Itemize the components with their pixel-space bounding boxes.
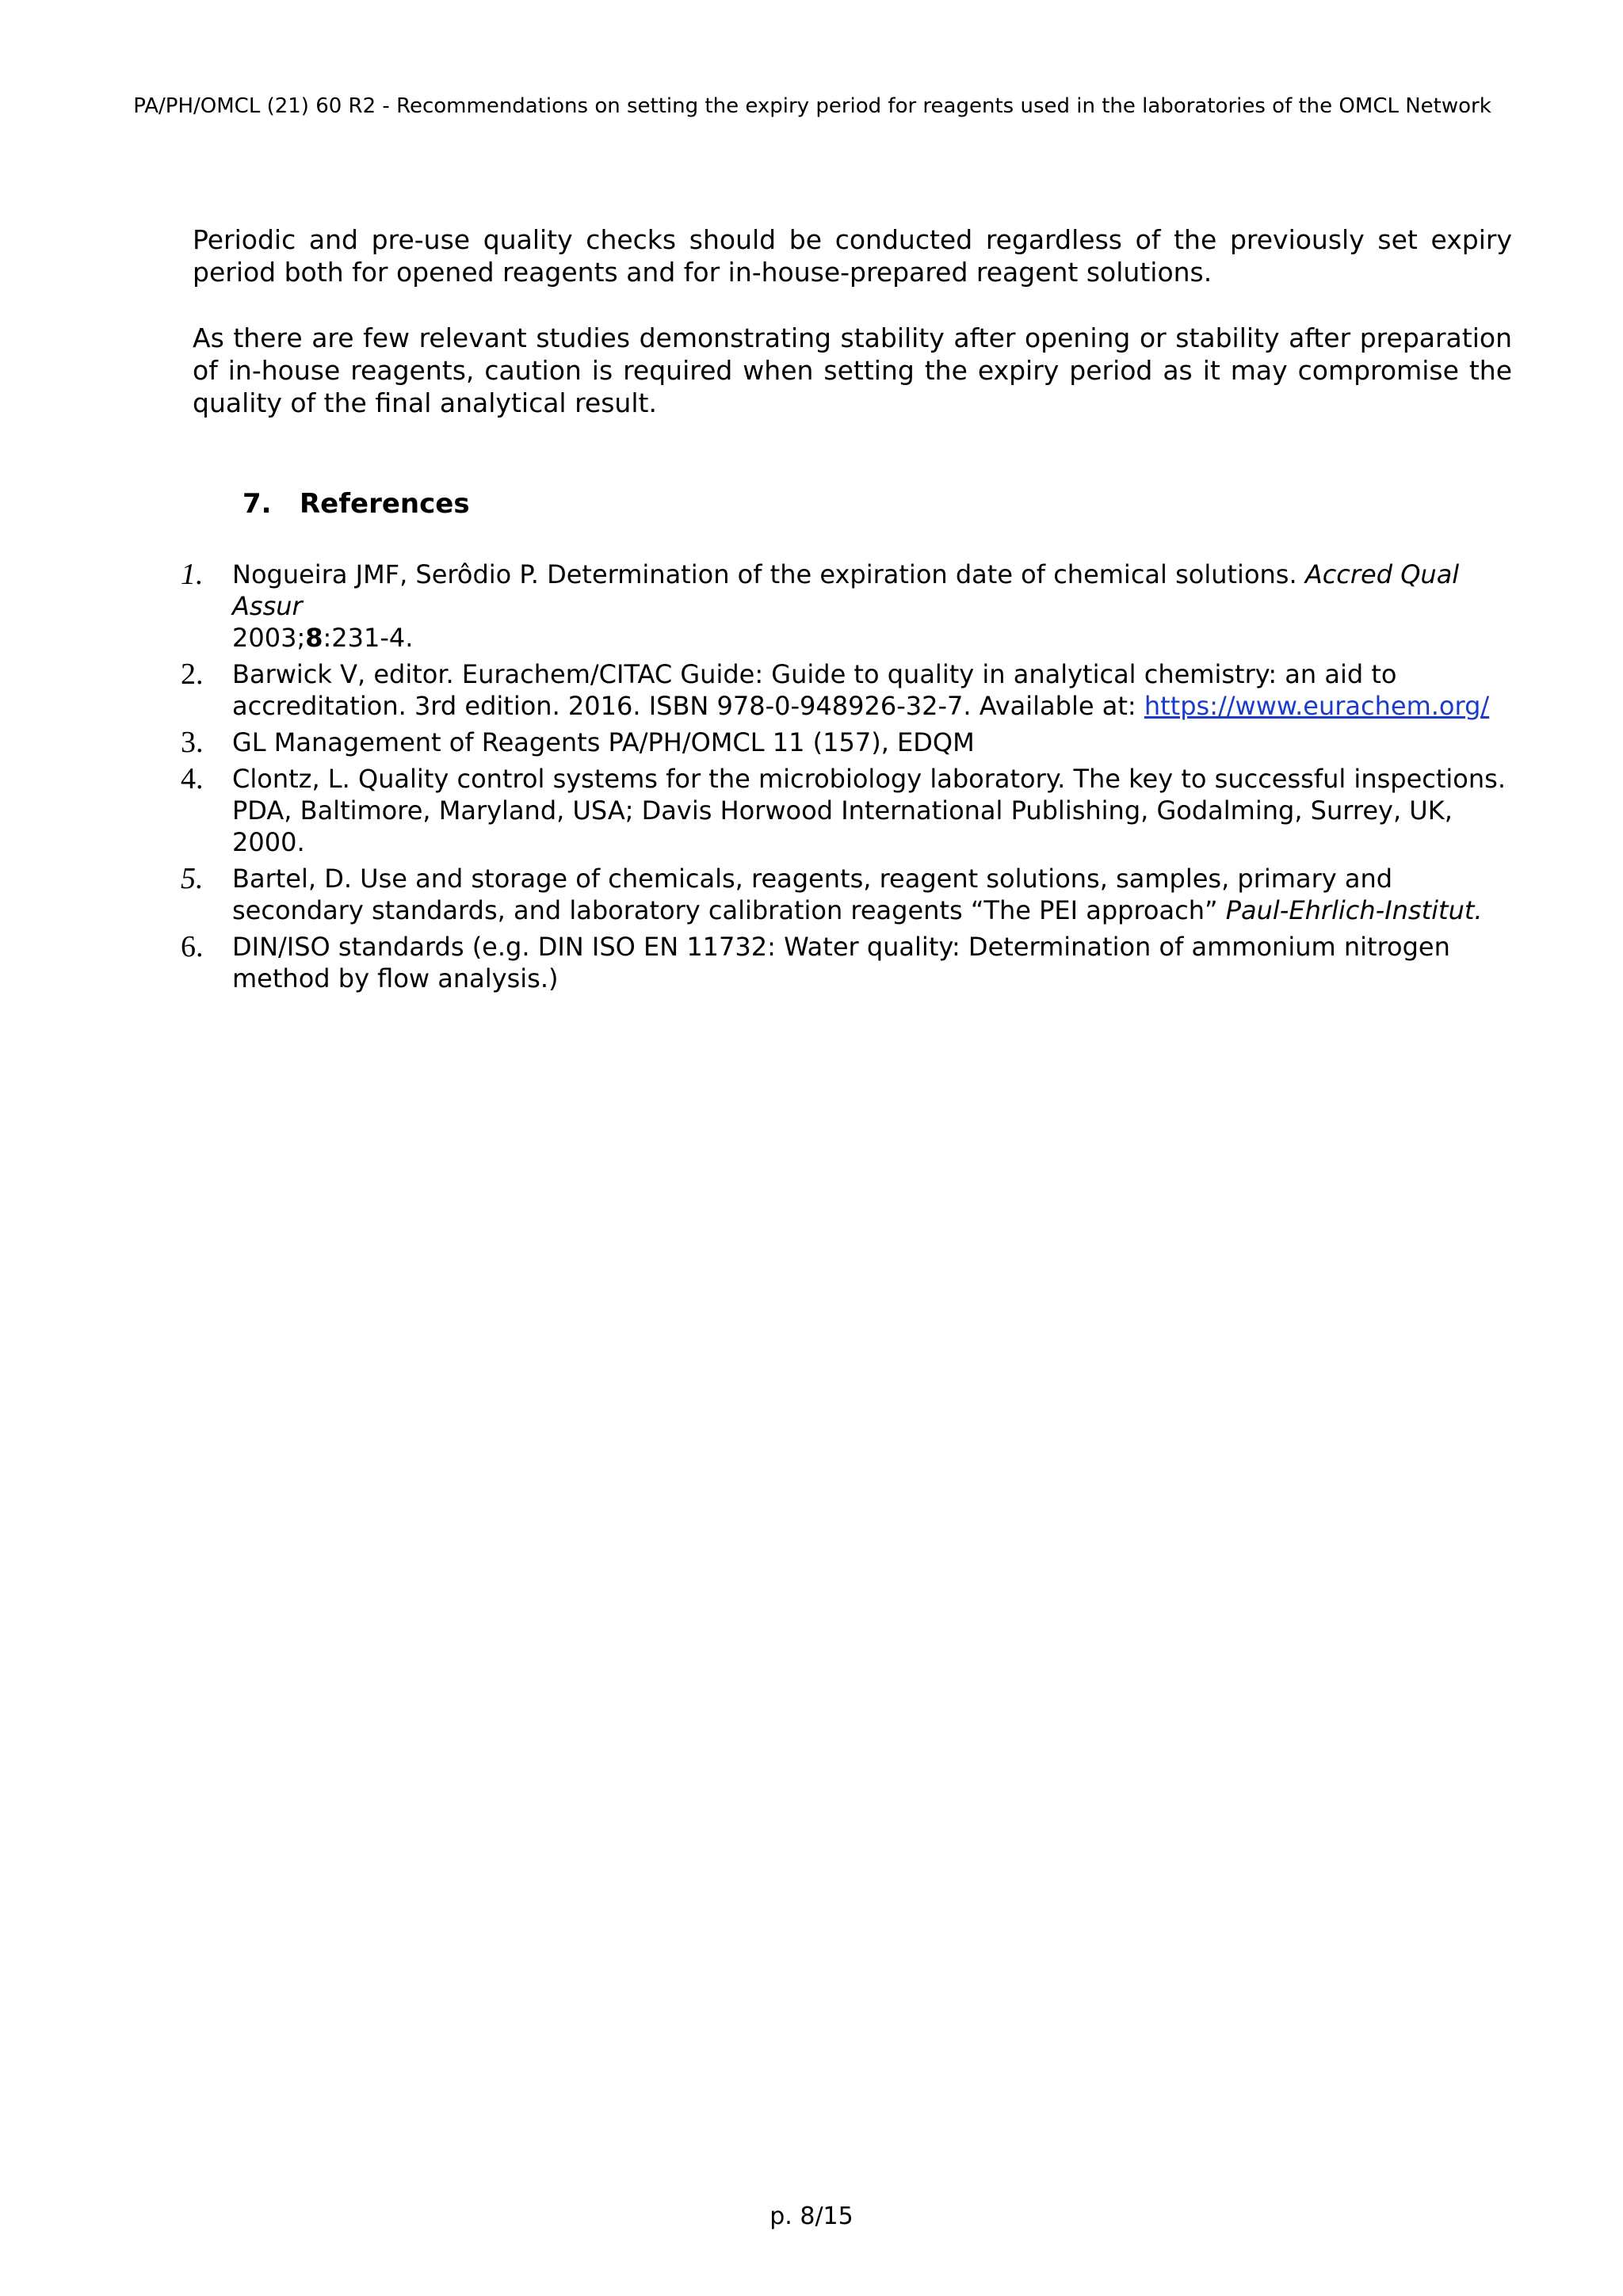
reference-item-5 — [181, 863, 1520, 926]
reference-number: 3. — [181, 726, 204, 759]
reference-number: 5. — [181, 862, 204, 895]
reference-text: Barwick V, editor. Eurachem/CITAC Guide: Guide to quality in analytical chemistry: an aid to accreditation. 3rd edition. 2016. ISBN 978-0-948926-32-7. Available at: — [232, 659, 1397, 721]
paragraph-stability-caution: As there are few relevant studies demonstrating stability after opening or stability after preparation of in-house reagents, caution is required when setting the expiry period as it may compromise the quality of the final analytical result. — [193, 322, 1512, 418]
reference-number: 1. — [181, 558, 204, 591]
reference-institute: Paul-Ehrlich-Institut. — [1225, 895, 1483, 925]
reference-number: 2. — [181, 658, 204, 691]
section-title: References — [300, 488, 470, 520]
reference-number: 4. — [181, 762, 204, 795]
section-number: 7. — [242, 488, 272, 520]
reference-volume: 8 — [305, 623, 323, 653]
reference-pages: :231-4. — [323, 623, 414, 653]
reference-number: 6. — [181, 930, 204, 963]
reference-item-2 — [181, 658, 1520, 722]
reference-item-6 — [181, 931, 1520, 994]
reference-text: Nogueira JMF, Serôdio P. Determination of the expiration date of chemical solutions. — [232, 559, 1305, 589]
reference-journal: Accred Qual Assur — [232, 559, 1460, 621]
reference-text: DIN/ISO standards (e.g. DIN ISO EN 11732: Water quality: Determination of ammonium nitrogen method by flow analysis.) — [232, 932, 1450, 994]
reference-item-4 — [181, 763, 1520, 858]
page-number: p. 8/15 — [769, 2203, 854, 2230]
paragraph-pre-use-checks: Periodic and pre-use quality checks should be conducted regardless of the previously set expiry period both for opened reagents and for in-house-prepared reagent solutions. — [193, 224, 1512, 288]
running-header: PA/PH/OMCL (21) 60 R2 - Recommendations on setting the expiry period for reagents used in the laboratories of the OMCL Network — [133, 94, 1491, 118]
reference-text: GL Management of Reagents PA/PH/OMCL 11 (157), EDQM — [232, 727, 975, 757]
reference-text: Clontz, L. Quality control systems for the microbiology laboratory. The key to successful inspections. PDA, Baltimore, Maryland, USA; Davis Horwood International Publishing, Godalming, Surrey, UK, 2000. — [232, 764, 1506, 857]
section-heading-references — [242, 486, 470, 521]
reference-item-1 — [181, 559, 1520, 654]
reference-year: 2003; — [232, 623, 306, 653]
eurachem-link[interactable]: https://www.eurachem.org/ — [1144, 691, 1490, 721]
reference-item-3 — [181, 727, 1520, 758]
references-list — [181, 559, 1520, 999]
reference-text: Bartel, D. Use and storage of chemicals, reagents, reagent solutions, samples, primary and secondary standards, and laboratory calibration reagents “The PEI approach” — [232, 864, 1393, 925]
